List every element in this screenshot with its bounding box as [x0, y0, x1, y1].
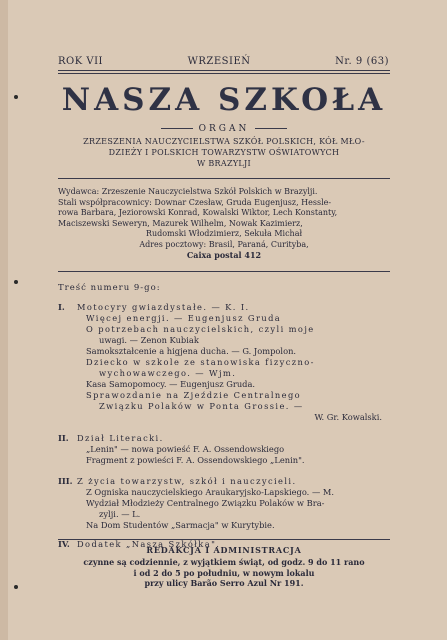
subtitle-rule [58, 178, 390, 179]
toc-item: Motocyry gwiazdystałe. — K. I. [77, 302, 250, 312]
organ-line [58, 124, 390, 134]
toc-item: Z życia towarzystw, szkół i nauczycieli. [77, 476, 297, 486]
section-number: II. [58, 433, 69, 443]
publisher-rule [58, 271, 390, 272]
toc-item: Samokształcenie a higjena ducha. — G. Jompolon. [86, 346, 297, 356]
footer-rule [58, 539, 390, 540]
organ-label: ORGAN [198, 124, 250, 134]
toc-heading: Treść numeru 9-go: [58, 283, 161, 293]
page-edge [0, 0, 8, 640]
year-label: ROK VII [58, 56, 103, 67]
toc-item: Dziecko w szkole ze stanowiska fizyczno- [86, 357, 315, 367]
toc-item: uwagi. — Zenon Kubiak [99, 335, 199, 345]
toc-item: zylji. — L. [99, 509, 141, 519]
toc-item: Kasa Samopomocy. — Eugenjusz Gruda. [86, 379, 256, 389]
publisher-line: rowa Barbara, Jeziorowski Konrad, Kowalski Wiktor, Lech Konstanty, [58, 208, 338, 217]
toc-item: Wydział Młodzieży Centralnego Związku Polaków w Bra- [86, 498, 325, 508]
subtitle-line: ZRZESZENIA NAUCZYCIELSTWA SZKÓŁ POLSKICH, KÓŁ MŁO- [83, 137, 365, 146]
redakcja-info [58, 557, 390, 589]
binding-hole [14, 280, 18, 284]
section-number: IV. [58, 539, 70, 549]
table-of-contents [58, 297, 390, 550]
toc-item: Z Ogniska nauczycielskiego Araukaryjsko-Lapskiego. — M. [86, 487, 335, 497]
header-rule [58, 70, 390, 71]
month-label: WRZESIEŃ [187, 56, 251, 67]
toc-item: wychowawczego. — Wjm. [99, 368, 237, 378]
subtitle [58, 136, 390, 169]
subtitle-line: W BRAZYLJI [197, 159, 251, 168]
header-rule-thin [58, 73, 390, 74]
redakcja-line: czynne są codziennie, z wyjątkiem świąt, od godz. 9 do 11 rano [83, 557, 365, 567]
section-number: III. [58, 476, 73, 486]
publisher-line: Wydawca: Zrzeszenie Nauczycielstwa Szkół Polskich w Brazylji. [58, 187, 318, 196]
publisher-line: Stali współpracownicy: Downar Czesław, Gruda Eugenjusz, Hessle- [58, 197, 332, 207]
toc-item: Dział Literacki. [77, 433, 164, 443]
toc-item: O potrzebach nauczycielskich, czyli moje [86, 324, 315, 334]
toc-item: Sprawozdanie na Zjeździe Centralnego [86, 390, 302, 400]
toc-item: Dodatek „Nasza Szkółka". [77, 539, 221, 549]
issue-number: Nr. 9 (63) [335, 56, 389, 67]
toc-section [58, 476, 390, 531]
toc-item: „Lenin" — nowa powieść F. A. Ossendowskiego [86, 444, 285, 454]
subtitle-line: DZIEŻY I POLSKICH TOWARZYSTW OŚWIATOWYCH [108, 148, 340, 157]
journal-title: NASZA SZKOŁA [61, 82, 387, 118]
binding-hole [14, 585, 18, 589]
publisher-line: Rudomski Włodzimierz, Sekuła Michał [145, 229, 303, 238]
binding-hole [14, 95, 18, 99]
organ-divider [255, 128, 287, 129]
redakcja-heading: REDAKCJA I ADMINISTRACJA [146, 545, 302, 555]
toc-item: Na Dom Studentów „Sarmacja" w Kurytybie. [86, 520, 275, 530]
toc-section [58, 433, 390, 466]
toc-item: W. Gr. Kowalski. [314, 412, 382, 422]
publisher-block [58, 187, 390, 261]
postal-address: Adres pocztowy: Brasil, Paraná, Curityba, [139, 239, 309, 249]
redakcja-line: i od 2 do 5 po południu, w nowym lokalu [133, 567, 315, 578]
issue-header [58, 56, 389, 67]
section-number: I. [58, 302, 65, 312]
toc-section [58, 302, 390, 423]
publisher-line: Maciszewski Seweryn, Mazurek Wilhelm, Nowak Kazimierz, [58, 218, 303, 228]
postal-box: Caixa postal 412 [186, 250, 262, 260]
redakcja-line: przy ulicy Barão Serro Azul Nr 191. [144, 578, 304, 588]
organ-divider [161, 128, 193, 129]
toc-item: Fragment z powieści F. A. Ossendowskiego „Lenin". [86, 455, 305, 465]
toc-item: Więcej energji. — Eugenjusz Gruda [86, 313, 282, 323]
toc-item: Związku Polaków w Ponta Grossie. — [99, 401, 304, 411]
